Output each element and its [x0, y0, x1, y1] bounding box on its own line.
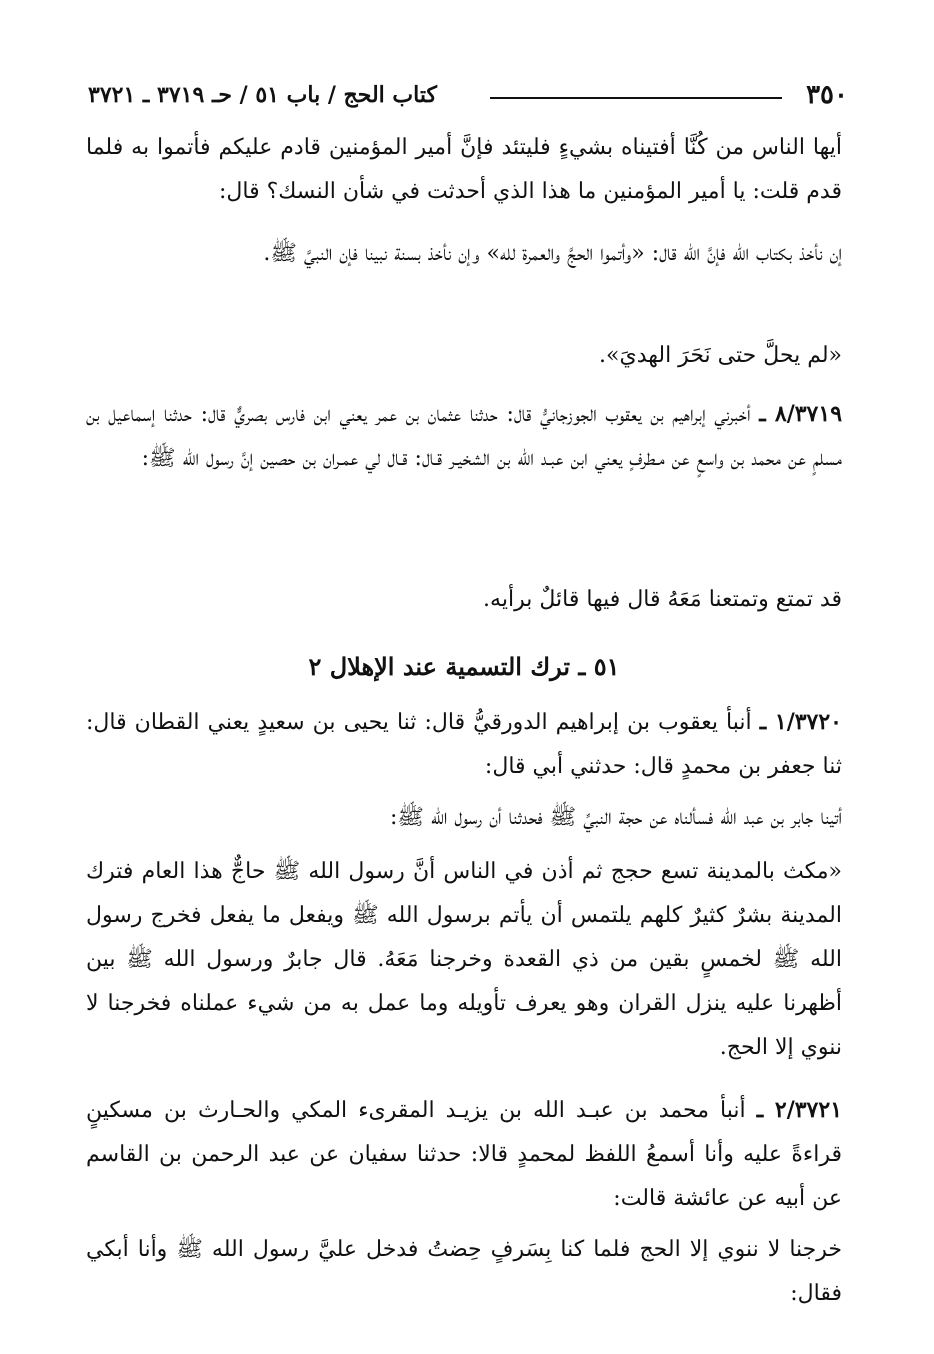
- hadith-3721-text: أنبأ محمد بن عبـد الله بن يزيـد المقرىء المكي والحـارث بن مسكينٍ قراءةً عليه وأنا أسمعُ اللفظ لمحمدٍ قالا: حدثنا سفيان عن عبد الرحمن بن القاسم عن أبيه عن عائشة قالت:: [86, 1098, 842, 1211]
- header-rule: [490, 97, 782, 99]
- page-number: ٣٥٠: [806, 80, 848, 110]
- running-title: كتاب الحج / باب ٥١ / حـ ٣٧١٩ ـ ٣٧٢١: [88, 82, 437, 108]
- paragraph-5-text: قد تمتع وتمتعنا مَعَهُ قال فيها قائلٌ برأيه.: [483, 587, 842, 612]
- hadith-3720: [86, 700, 842, 789]
- paragraph-7-text: أتينا جابر بن عبد الله فسألناه عن حجة النبيِّ ﷺ فحدثنا أن رسول الله ﷺ:: [389, 805, 842, 830]
- hadith-3719-number: ٨/٣٧١٩ ـ: [759, 401, 843, 427]
- paragraph-2: [86, 232, 842, 276]
- hadith-3720-number: ١/٣٧٢٠ ـ: [759, 709, 842, 735]
- paragraph-10: [86, 1228, 842, 1316]
- paragraph-3-text: «لم يحلَّ حتى نَحَرَ الهديَ».: [599, 343, 842, 368]
- page-header: [88, 78, 848, 114]
- hadith-3719: [86, 392, 842, 481]
- section-heading: ٥١ ـ ترك التسمية عند الإهلال ٢: [308, 652, 620, 681]
- hadith-3721-number: ٢/٣٧٢١ ـ: [756, 1097, 843, 1123]
- hadith-3720-text: أنبأ يعقوب بن إبراهيم الدورقيُّ قال: ثنا يحيى بن سعيدٍ يعني القطان قال: ثنا جعفر بن محمدٍ قال: حدثني أبي قال:: [86, 710, 842, 779]
- paragraph-10-text: خرجنا لا ننوي إلا الحج فلما كنا بِسَرفٍ حِضتُ فدخل عليَّ رسول الله ﷺ وأنا أبكي فقال:: [86, 1237, 842, 1306]
- paragraph-7: [86, 796, 842, 840]
- paragraph-1: [86, 126, 842, 214]
- paragraph-3: [86, 334, 842, 378]
- hadith-3721: [86, 1088, 842, 1221]
- paragraph-1-text: أيها الناس من كُنَّا أفتيناه بشيءٍ فليتئد فإنَّ أمير المؤمنين قادم عليكم فأتموا به فلما قدم قلت: يا أمير المؤمنين ما هذا الذي أحدثت في شأن النسك؟ قال:: [86, 135, 842, 204]
- paragraph-8: [86, 850, 842, 1070]
- paragraph-2-text: إن نأخذ بكتاب الله فإنَّ الله قال: «وأتموا الحجَّ والعمرة لله» وإن نأخذ بسنة نبينا فإن النبيَّ ﷺ.: [263, 241, 842, 266]
- paragraph-8-text: «مكث بالمدينة تسع حجج ثم أذن في الناس أنَّ رسول الله ﷺ حاجٌّ هذا العام فترك المدينة بشرٌ كثيرٌ كلهم يلتمس أن يأتم برسول الله ﷺ ويفعل ما يفعل فخرج رسول الله ﷺ لخمسٍ بقين من ذي القعدة وخرجنا مَعَهُ. قال جابرٌ ورسول الله ﷺ بين أظهرنا عليه ينزل القران وهو يعرف تأويله وما عمل به من شيء عملناه فخرجنا لا ننوي إلا الحج.: [86, 859, 842, 1060]
- paragraph-5: [86, 578, 842, 622]
- hadith-3719-text: أخبرني إبراهيم بن يعقوب الجوزجانيُّ قال: حدثنا عثمان بن عمر يعني ابن فارس بصريٌّ قال: حدثنا إسماعيل بن مسلمٍ عن محمد بن واسعٍ عن مـطرفٍ يعني ابن عبـد الله بن الشخيـر قـال: قـال لي عمـران بن حصين إنَّ رسول الله ﷺ:: [86, 402, 842, 471]
